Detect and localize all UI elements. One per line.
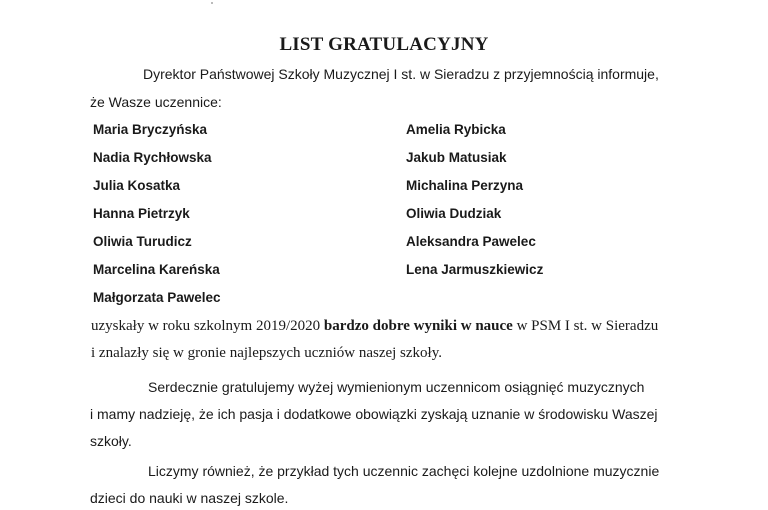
congrats-line-2: i mamy nadzieję, że ich pasja i dodatkowe obowiązki zyskają uznanie w środowisku Waszej (90, 406, 658, 422)
result-line-1-end: w PSM I st. w Sieradzu (512, 318, 659, 334)
intro-line-2: że Wasze uczennice: (90, 94, 222, 110)
student-name-right-6: Lena Jarmuszkiewicz (406, 262, 544, 277)
student-name-right-5: Aleksandra Pawelec (406, 234, 536, 249)
hope-line-1: Liczymy również, że przykład tych uczennic zachęci kolejne uzdolnione muzycznie (148, 463, 660, 479)
student-name-right-1: Amelia Rybicka (406, 122, 506, 137)
student-name-right-3: Michalina Perzyna (406, 178, 524, 193)
intro-line-1: Dyrektor Państwowej Szkoły Muzycznej I st. w Sieradzu z przyjemnością informuje, (143, 66, 659, 82)
hope-line-2: dzieci do nauki w naszej szkole. (90, 490, 289, 506)
student-name-left-4: Hanna Pietrzyk (93, 206, 190, 221)
student-name-left-3: Julia Kosatka (93, 178, 181, 193)
congrats-line-3: szkoły. (90, 433, 132, 449)
scan-speck (211, 2, 213, 4)
result-line-2: i znalazły się w gronie najlepszych uczniów naszej szkoły. (91, 345, 442, 361)
result-line-1 (91, 318, 658, 335)
result-line-1-emphasis: bardzo dobre wyniki w nauce (323, 318, 513, 334)
student-name-left-7: Małgorzata Pawelec (93, 290, 221, 305)
student-name-left-1: Maria Bryczyńska (93, 122, 208, 137)
result-line-1-start: uzyskały w roku szkolnym 2019/2020 (91, 318, 324, 334)
congrats-line-1: Serdecznie gratulujemy wyżej wymienionym uczennicom osiągnięć muzycznych (148, 379, 645, 395)
student-name-left-5: Oliwia Turudicz (93, 234, 192, 249)
student-name-right-2: Jakub Matusiak (406, 150, 507, 165)
student-name-right-4: Oliwia Dudziak (406, 206, 502, 221)
letter-title: LIST GRATULACYJNY (279, 34, 489, 55)
student-name-left-6: Marcelina Kareńska (93, 262, 220, 277)
student-name-left-2: Nadia Rychłowska (93, 150, 212, 165)
